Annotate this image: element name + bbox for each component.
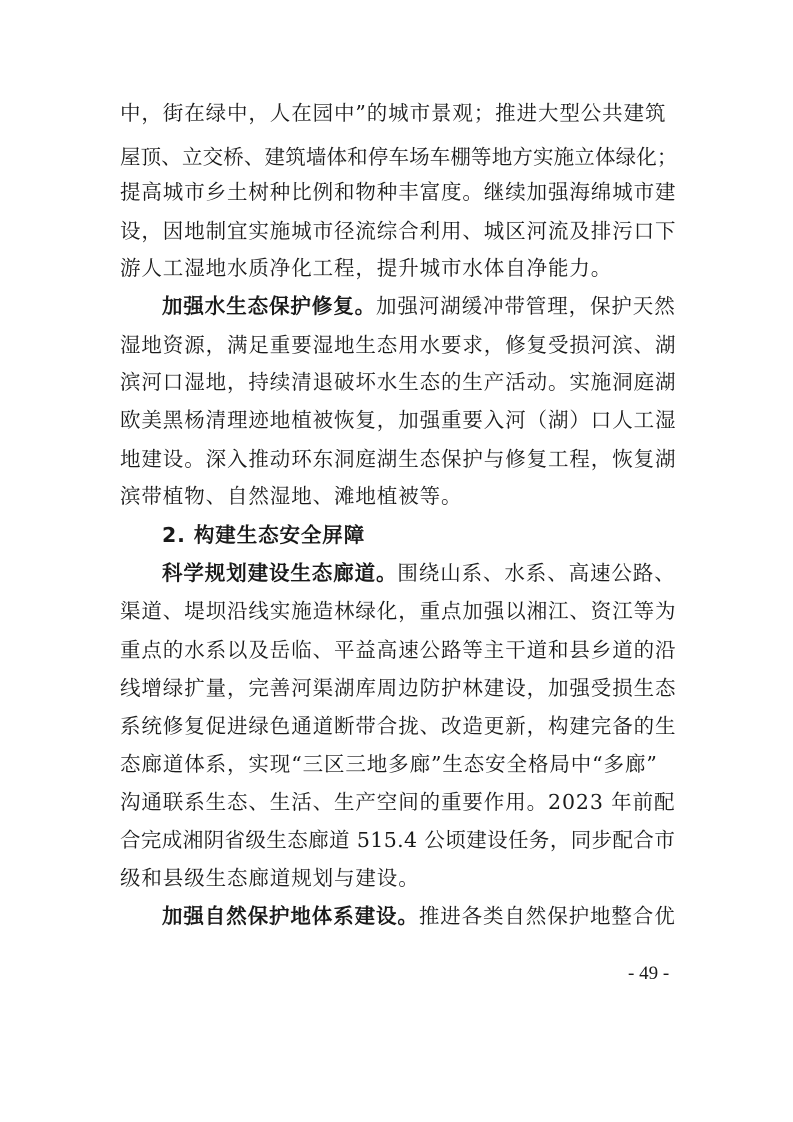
paragraph-nature-reserve: 加强自然保护地体系建设。推进各类自然保护地整合优 bbox=[162, 904, 676, 928]
paragraph-ecological-corridor: 科学规划建设生态廊道。围绕山系、水系、高速公路、 bbox=[162, 561, 676, 585]
text-line: 合完成湘阴省级生态廊道 515.4 公顷建设任务，同步配合市 bbox=[120, 828, 676, 852]
text-line: 欧美黑杨清理迹地植被恢复，加强重要入河（湖）口人工湿 bbox=[120, 408, 677, 432]
text-line: 地建设。深入推动环东洞庭湖生态保护与修复工程，恢复湖 bbox=[120, 447, 677, 471]
text-line: 提高城市乡土树种比例和物种丰富度。继续加强海绵城市建 bbox=[120, 180, 677, 204]
paragraph-water-ecology: 加强水生态保护修复。加强河湖缓冲带管理，保护天然 bbox=[162, 294, 676, 318]
text-line: 沟通联系生态、生活、生产空间的重要作用。2023 年前配 bbox=[120, 790, 676, 814]
text-line: 级和县级生态廊道规划与建设。 bbox=[120, 866, 420, 890]
text-line: 湿地资源，满足重要湿地生态用水要求，修复受损河滨、湖 bbox=[120, 333, 677, 357]
text-line: 线增绿扩量，完善河渠湖库周边防护林建设，加强受损生态 bbox=[120, 676, 677, 700]
text-line: 屋顶、立交桥、建筑墙体和停车场车棚等地方实施立体绿化； bbox=[120, 145, 678, 169]
text-line: 重点的水系以及岳临、平益高速公路等主干道和县乡道的沿 bbox=[120, 638, 677, 662]
text-line: 态廊道体系，实现“三区三地多廊”生态安全格局中“多廊” bbox=[120, 752, 658, 776]
text-line: 滨河口湿地，持续清退破坏水生态的生产活动。实施洞庭湖 bbox=[120, 370, 677, 394]
paragraph-heading: 加强自然保护地体系建设。 bbox=[162, 904, 419, 928]
paragraph-heading: 科学规划建设生态廊道。 bbox=[162, 561, 398, 585]
text-line: 游人工湿地水质净化工程，提升城市水体自净能力。 bbox=[120, 256, 613, 280]
text-line: 中，街在绿中，人在园中”的城市景观；推进大型公共建筑 bbox=[120, 101, 667, 125]
page-number: - 49 - bbox=[628, 963, 670, 984]
paragraph-heading: 加强水生态保护修复。 bbox=[162, 294, 376, 318]
text-line: 系统修复促进绿色通道断带合拢、改造更新，构建完备的生 bbox=[120, 714, 677, 738]
text-line: 设，因地制宜实施城市径流综合利用、城区河流及排污口下 bbox=[120, 219, 677, 243]
text-line: 渠道、堤坝沿线实施造林绿化，重点加强以湘江、资江等为 bbox=[120, 599, 677, 623]
section-heading: 2. 构建生态安全屏障 bbox=[162, 523, 366, 547]
text-line: 滨带植物、自然湿地、滩地植被等。 bbox=[120, 484, 463, 508]
